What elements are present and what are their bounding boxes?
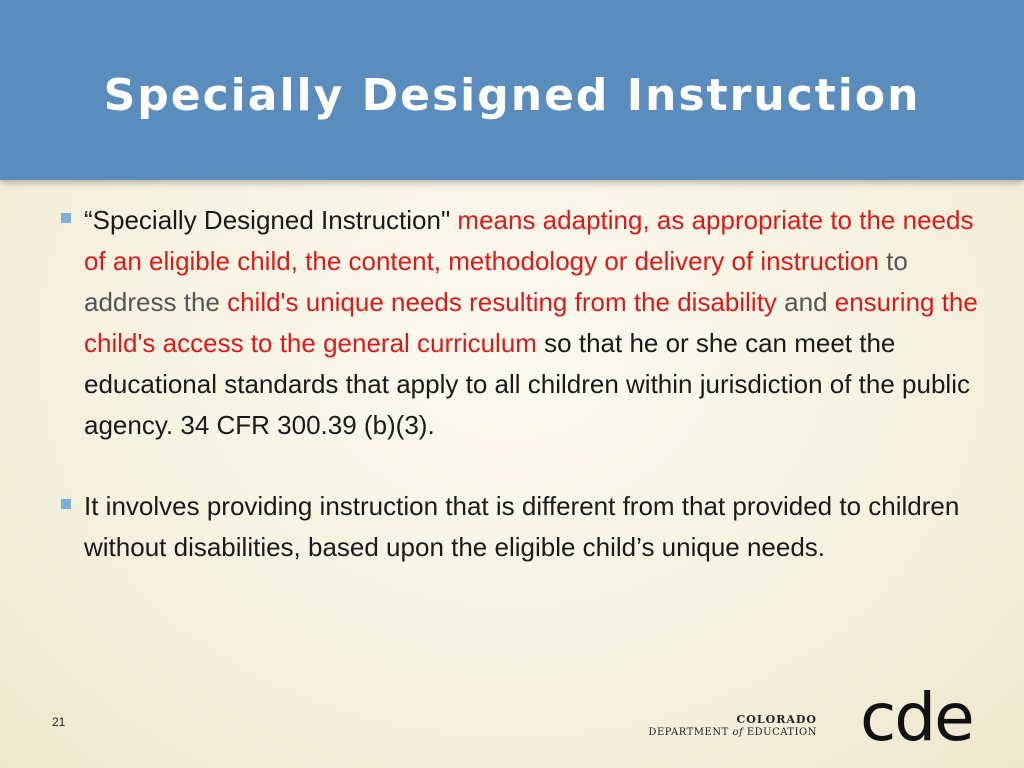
logo-department — [648, 727, 817, 738]
bullet-item — [58, 486, 978, 568]
cde-logo — [648, 679, 990, 756]
emphasis-segment: child's unique needs resulting from the disability — [227, 287, 777, 317]
square-bullet-icon — [61, 499, 71, 509]
logo-text: EDUCATION — [743, 727, 817, 738]
logo-text: of — [732, 727, 744, 738]
text-segment: “Specially Designed Instruction" — [84, 205, 458, 235]
logo-state: COLORADO — [736, 713, 817, 726]
page-number: 21 — [52, 715, 66, 729]
slide-content — [58, 200, 978, 568]
bullet-item — [58, 200, 978, 446]
text-segment: and — [776, 287, 835, 317]
logo-text: DEPARTMENT — [648, 727, 733, 738]
text-segment: to address the — [84, 246, 908, 317]
emphasis-segment: ensuring the child's access to the general curriculum — [84, 287, 978, 358]
emphasis-segment: means adapting, as appropriate to the needs of an eligible child, the content, methodology or delivery of instruction — [84, 205, 974, 276]
bullet-text — [84, 205, 978, 440]
bullet-text: It involves providing instruction that is different from that provided to children without disabilities, based upon the eligible child’s unique needs. — [84, 491, 960, 562]
cde-wordmark: cde — [860, 679, 973, 756]
slide-title: Specially Designed Instruction — [103, 70, 921, 121]
text-segment: so that he or she can meet the educational standards that apply to all children within jurisdiction of the public agency. 34 CFR 300.39 (b)(3). — [84, 328, 970, 440]
square-bullet-icon — [61, 213, 71, 223]
title-banner — [0, 0, 1024, 180]
